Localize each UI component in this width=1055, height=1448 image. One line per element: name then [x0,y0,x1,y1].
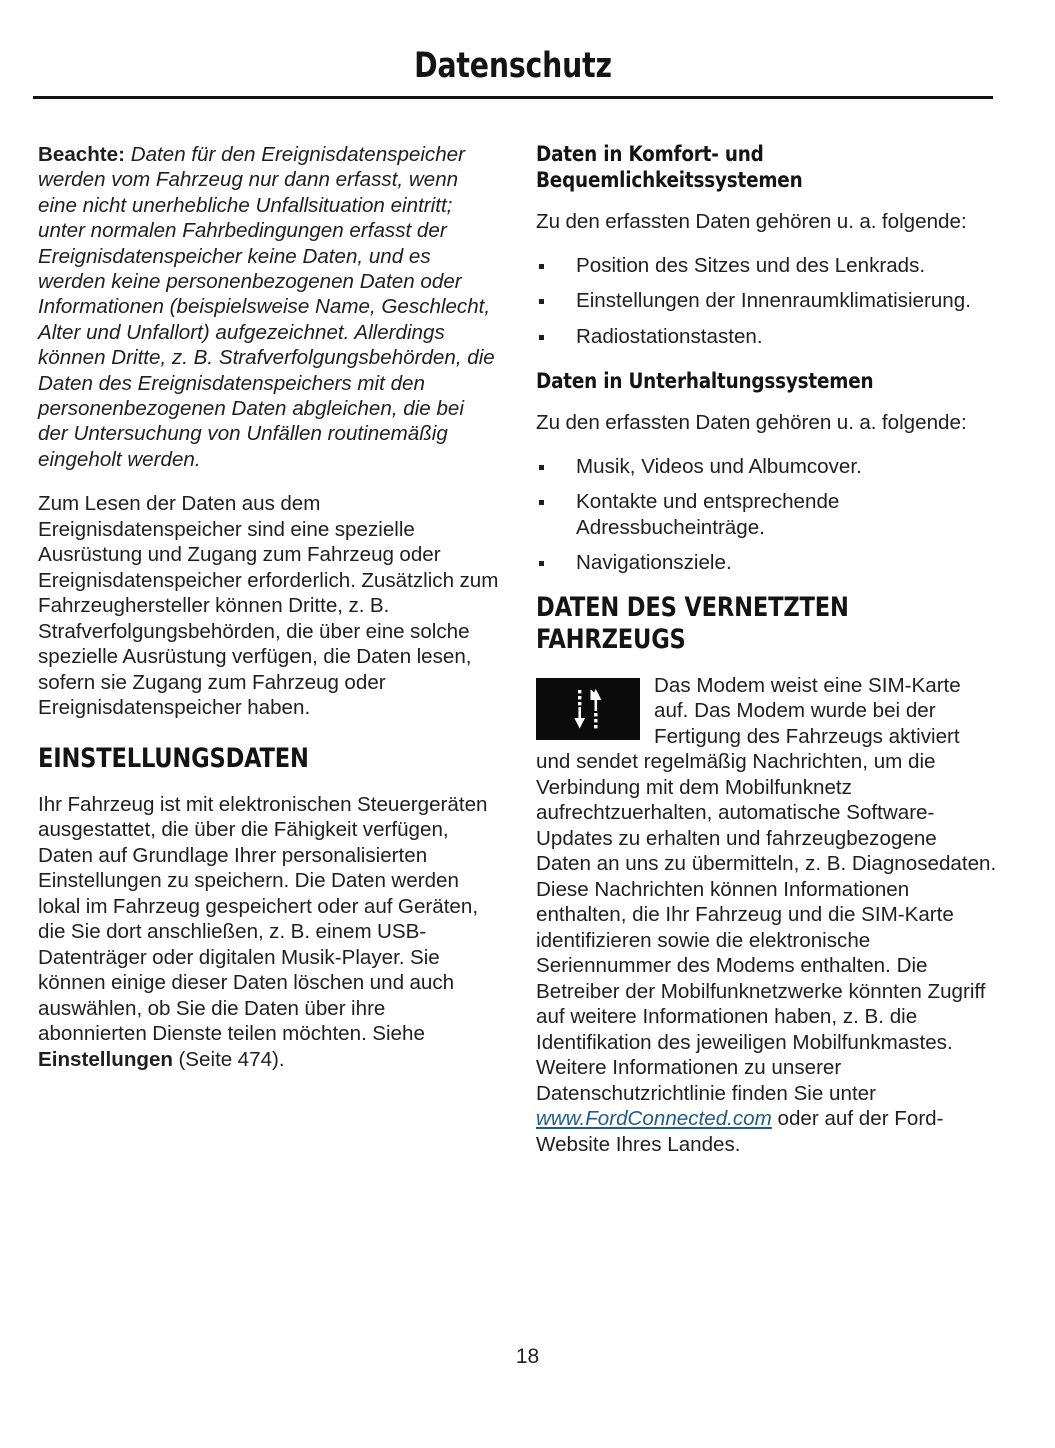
right-column [536,142,997,1157]
modem-block [536,673,997,1158]
list-item-label: Navigationsziele. [576,551,732,574]
cross-reference-einstellungen: Einstellungen [38,1047,174,1071]
left-paragraph-2 [38,792,499,1073]
bullet-list-unterhaltung [536,454,997,576]
note-text: Daten für den Ereignisdatenspeicher werden vom Fahrzeug nur dann erfasst, wenn eine nicht unerhebliche Unfallsituation eintritt; unter normalen Fahrbedingungen erfasst der Ereignisdatenspeicher keine Daten, und es werden keine personenbezogenen Daten oder Informationen (beispielsweise Name, Geschlecht, Alter und Unfallort) aufgezeichnet. Allerdings können Dritte, z. B. Strafverfolgungsbehörden, die Daten des Ereignisdatenspeichers mit den personenbezogenen Daten abgleichen, die bei der Untersuchung von Unfällen routinemäßig eingeholt werden. [38,143,495,471]
list-item [536,550,997,576]
bullet-square-icon [539,561,544,566]
heading-einstellungsdaten: EINSTELLUNGSDATEN [38,742,309,774]
bullet-square-icon [539,335,544,340]
list-item [536,253,997,279]
left-paragraph-2-text: Ihr Fahrzeug ist mit elektronischen Steuergeräten ausgestattet, die über die Fähigkeit verfügen, Daten auf Grundlage Ihrer personalisierten Einstellungen zu speichern. Die Daten werden lokal im Fahrzeug gespeichert oder auf Geräten, die Sie dort anschließen, z. B. einem USB-Datenträger oder digitalen Musik-Player. Sie können einige dieser Daten löschen und auch auswählen, ob Sie die Daten über ihre abonnierten Dienste teilen möchten. Siehe [38,792,488,1046]
bullet-square-icon [539,500,544,505]
bullet-square-icon [539,465,544,470]
note-label: Beachte: [38,143,125,166]
list-item-label: Position des Sitzes und des Lenkrads. [576,253,926,277]
fordconnected-link[interactable]: www.FordConnected.com [536,1107,772,1130]
bullet-square-icon [539,299,544,304]
list-item-label: Kontakte und entsprechende Adressbucheinträge. [576,490,840,539]
page-number: 18 [515,1345,540,1368]
modem-paragraph [536,673,997,1158]
subheading-komfort-systeme: Daten in Komfort- und Bequemlichkeitssystemen [536,142,803,193]
bullet-list-komfort [536,253,997,350]
list-item [536,288,997,314]
data-transfer-arrows-icon [536,678,640,740]
page-title: Datenschutz [414,46,612,86]
list-item [536,489,997,540]
left-paragraph-1: Zum Lesen der Daten aus dem Ereignisdatenspeicher sind eine spezielle Ausrüstung und Zugang zum Fahrzeug oder Ereignisdatenspeicher erforderlich. Zusätzlich zum Fahrzeughersteller können Dritte, z. B. Strafverfolgungsbehörden, die über eine solche spezielle Ausrüstung verfügen, die Daten lesen, sofern sie Zugang zum Fahrzeug oder Ereignisdatenspeicher haben. [38,492,499,720]
intro-unterhaltung: Zu den erfassten Daten gehören u. a. folgende: [536,411,967,434]
cross-reference-page: (Seite 474). [173,1047,285,1071]
note-paragraph [38,142,499,472]
heading-vernetztes-fahrzeug: DATEN DES VERNETZTEN FAHRZEUGS [536,591,849,655]
list-item [536,454,997,480]
modem-paragraph-tail: oder auf der Ford-Website Ihres Landes. [536,1107,944,1156]
list-item-label: Radiostationstasten. [576,324,763,348]
list-item-label: Musik, Videos und Albumcover. [576,454,862,478]
title-divider [33,96,993,99]
subheading-unterhaltungssysteme: Daten in Unterhaltungssystemen [536,369,874,394]
bullet-square-icon [539,264,544,269]
left-column [38,142,499,1090]
intro-komfort: Zu den erfassten Daten gehören u. a. folgende: [536,210,967,233]
list-item [536,324,997,350]
modem-paragraph-text: Das Modem weist eine SIM-Karte auf. Das Modem wurde bei der Fertigung des Fahrzeugs aktiviert und sendet regelmäßig Nachrichten, um die Verbindung mit dem Mobilfunknetz aufrechtzuerhalten, automatische Software-Updates zu erhalten und fahrzeugbezogene Daten an uns zu übermitteln, z. B. Diagnosedaten. Diese Nachrichten können Informationen enthalten, die Ihr Fahrzeug und die SIM-Karte identifizieren sowie die elektronische Seriennummer des Modems enthalten. Die Betreiber der Mobilfunknetzwerke könnten Zugriff auf weitere Informationen haben, z. B. die Identifikation des jeweiligen Mobilfunkmastes. Weitere Informationen zu unserer Datenschutzrichtlinie finden Sie unter [536,673,997,1105]
list-item-label: Einstellungen der Innenraumklimatisierung. [576,289,971,312]
